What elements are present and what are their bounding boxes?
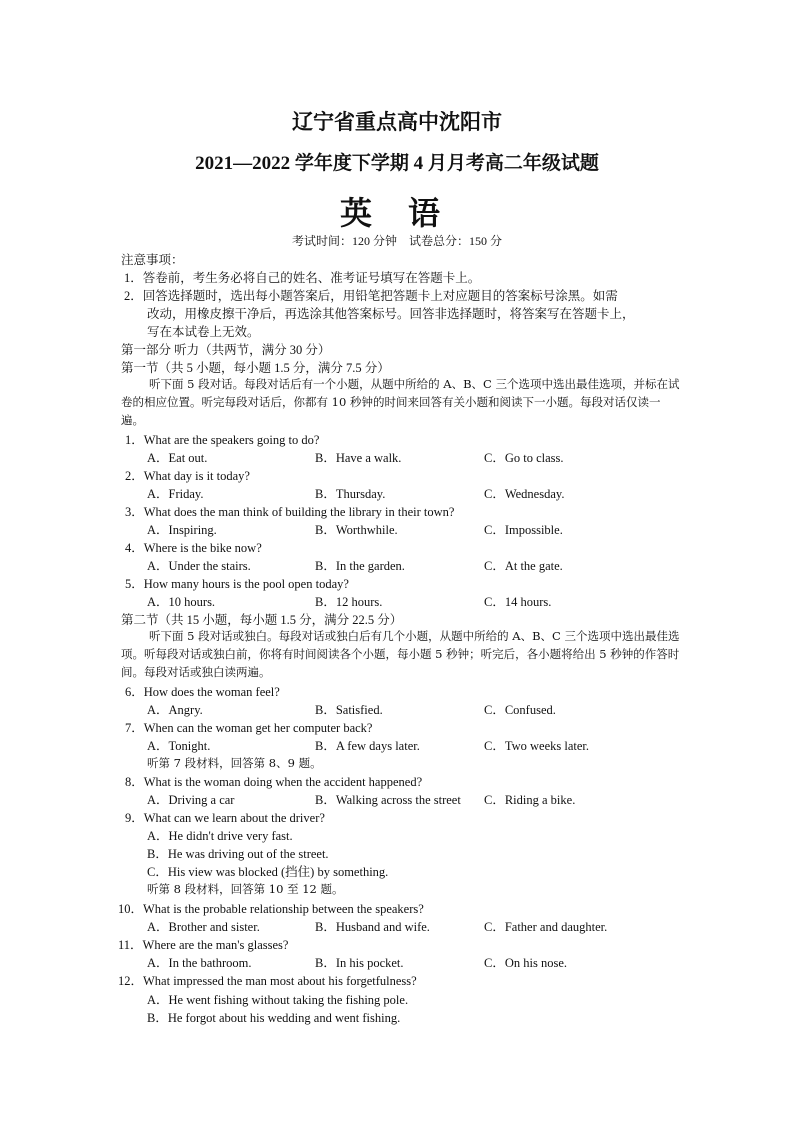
subject-title: 英 语	[339, 195, 454, 231]
question-6: 6．How does the woman feel?	[125, 685, 280, 699]
question-8: 8．What is the woman doing when the accident happened?	[125, 775, 423, 789]
q3-option-c: C．Impossible.	[484, 523, 563, 537]
q4-option-b: B．In the garden.	[315, 559, 405, 573]
notice-item-2-line2: 改动，用橡皮擦干净后，再选涂其他答案标号。回答非选择题时，将答案写在答题卡上，	[147, 307, 635, 321]
q5-option-a: A．10 hours.	[147, 595, 216, 609]
q2-option-a: A．Friday.	[147, 487, 204, 501]
q5-option-b: B．12 hours.	[315, 595, 383, 609]
notice-item-2-line3: 写在本试卷上无效。	[147, 325, 260, 339]
q11-option-c: C．On his nose.	[484, 956, 567, 970]
q2-option-b: B．Thursday.	[315, 487, 386, 501]
q4-option-c: C．At the gate.	[484, 559, 563, 573]
question-10: 10．What is the probable relationship between the speakers?	[118, 902, 424, 916]
q5-option-c: C．14 hours.	[484, 595, 552, 609]
q10-option-c: C．Father and daughter.	[484, 920, 608, 934]
q7-option-a: A．Tonight.	[147, 739, 211, 753]
q1-option-c: C．Go to class.	[484, 451, 564, 465]
q4-option-a: A．Under the stairs.	[147, 559, 251, 573]
q10-option-a: A．Brother and sister.	[147, 920, 260, 934]
q7-option-b: B．A few days later.	[315, 739, 420, 753]
q12-option-a: A．He went fishing without taking the fishing pole.	[147, 993, 409, 1007]
question-5: 5．How many hours is the pool open today?	[125, 577, 349, 591]
q8-option-c: C．Riding a bike.	[484, 793, 576, 807]
q10-option-b: B．Husband and wife.	[315, 920, 430, 934]
section2-heading: 第二节（共 15 小题，每小题 1.5 分，满分 22.5 分）	[121, 613, 403, 627]
q1-option-a: A．Eat out.	[147, 451, 208, 465]
q11-option-b: B．In his pocket.	[315, 956, 404, 970]
q3-option-b: B．Worthwhile.	[315, 523, 398, 537]
q12-option-b: B．He forgot about his wedding and went fishing.	[147, 1011, 401, 1025]
notice-item-2-line1: 2．回答选择题时，选出每小题答案后，用铅笔把答题卡上对应题目的答案标号涂黑。如需	[124, 289, 618, 303]
q9-option-b: B．He was driving out of the street.	[147, 847, 329, 861]
question-3: 3．What does the man think of building the library in their town?	[125, 505, 455, 519]
q6-option-a: A．Angry.	[147, 703, 203, 717]
question-12: 12．What impressed the man most about his forgetfulness?	[118, 974, 417, 988]
material-7-note: 听第 7 段材料，回答第 8、9 题。	[147, 756, 322, 770]
q6-option-b: B．Satisfied.	[315, 703, 383, 717]
notice-heading: 注意事项：	[121, 253, 184, 267]
question-9: 9．What can we learn about the driver?	[125, 811, 325, 825]
section2-intro: 听下面 5 段对话或独白。每段对话或独白后有几个小题，从题中所给的 A、B、C 三个选项中选出最佳选项。听每段对话或独白前，你将有时间阅读各个小题，每小题 5 秒钟；听完后，各小题将给出 5 秒钟的作答时间。每段对话或独白读两遍。	[121, 629, 680, 679]
exam-title: 2021—2022 学年度下学期 4 月月考高二年级试题	[195, 153, 599, 174]
notice-item-1: 1．答卷前，考生务必将自己的姓名、准考证号填写在答题卡上。	[124, 271, 481, 285]
q1-option-b: B．Have a walk.	[315, 451, 402, 465]
part1-heading: 第一部分 听力（共两节，满分 30 分）	[121, 343, 331, 357]
section1-intro: 听下面 5 段对话。每段对话后有一个小题，从题中所给的 A、B、C 三个选项中选出最佳选项，并标在试卷的相应位置。听完每段对话后，你都有 10 秒钟的时间来回答有关小题和阅读下一小题。每段对话仅读一遍。	[121, 377, 680, 427]
question-2: 2．What day is it today?	[125, 469, 250, 483]
q11-option-a: A．In the bathroom.	[147, 956, 252, 970]
question-1: 1．What are the speakers going to do?	[125, 433, 320, 447]
q2-option-c: C．Wednesday.	[484, 487, 565, 501]
question-11: 11．Where are the man's glasses?	[118, 938, 289, 952]
school-title: 辽宁省重点高中沈阳市	[292, 110, 502, 134]
q9-option-c: C．His view was blocked (挡住) by something.	[147, 865, 389, 879]
q9-option-a: A．He didn't drive very fast.	[147, 829, 293, 843]
q3-option-a: A．Inspiring.	[147, 523, 217, 537]
material-8-note: 听第 8 段材料，回答第 10 至 12 题。	[147, 882, 344, 896]
q8-option-a: A．Driving a car	[147, 793, 235, 807]
exam-meta: 考试时间：120 分钟 试卷总分：150 分	[291, 234, 502, 248]
q6-option-c: C．Confused.	[484, 703, 556, 717]
question-7: 7．When can the woman get her computer back?	[125, 721, 373, 735]
section1-heading: 第一节（共 5 小题，每小题 1.5 分，满分 7.5 分）	[121, 361, 390, 375]
q8-option-b: B．Walking across the street	[315, 793, 461, 807]
q7-option-c: C．Two weeks later.	[484, 739, 590, 753]
question-4: 4．Where is the bike now?	[125, 541, 262, 555]
